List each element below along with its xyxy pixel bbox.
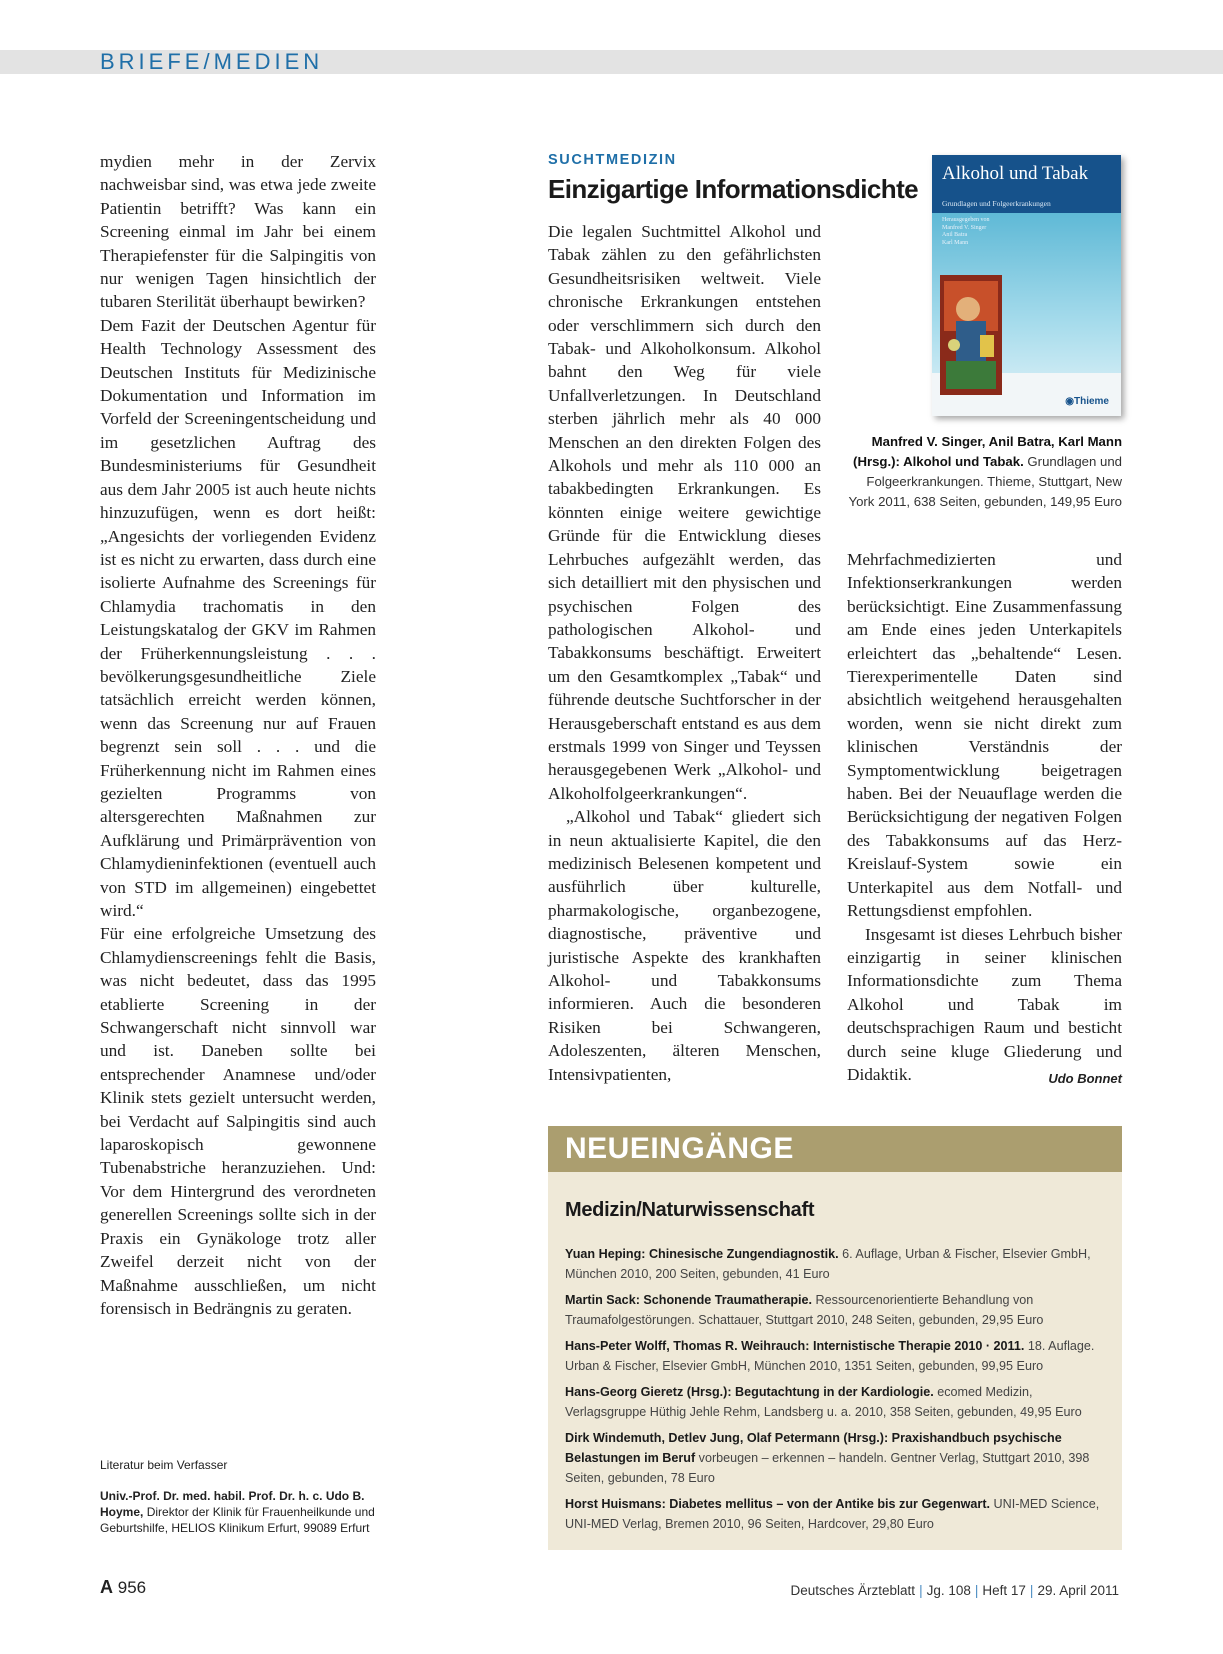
section-label: BRIEFE/MEDIEN: [100, 49, 324, 74]
list-item: Horst Huismans: Diabetes mellitus – von der Antike bis zur Gegenwart. UNI-MED Science, UNI-MED Verlag, Bremen 2010, 96 Seiten, Hardcover, 29,80 Euro: [565, 1497, 1100, 1531]
letter-paragraph: Dem Fazit der Deutschen Agentur für Health Technology Assessment des Deutschen Instituts für Medizinische Dokumentation und Information im Vorfeld der Screeningentscheidung und im gesetzlichen Auftrag des Bundesministeriums für Gesundheit aus dem Jahr 2005 ist auch heute nichts hinzuzufügen, wenn es dort heißt: „Angesichts der vorliegenden Evidenz ist es nicht zu erwarten, dass durch eine isolierte Aufnahme des Screenings für Chlamydia trachomatis in den Leistungskatalog der GKV im Rahmen der Früherkennungsleistung . . . bevölkerungsgesundheitliche Ziele tatsächlich erreicht werden können, wenn das Screenung nur auf Frauen begrenzt sein soll . . . und die Früherkennung nicht im Rahmen eines gezielten Programms von altersgerechten Maßnahmen zur Aufklärung und Primärprävention von Chlamydieninfektionen (eventuell auch von STD im allgemeinen) eingebettet wird.“: [100, 315, 376, 920]
new-arrivals-box: [548, 1126, 1122, 1550]
book-caption: [840, 432, 1122, 512]
journal-name: Deutsches Ärzteblatt: [790, 1583, 916, 1598]
review-paragraph: Insgesamt ist dieses Lehrbuch bisher einzigartig in seiner klinischen Informationsdichte zum Thema Alkohol und Tabak im deutschsprachigen Raum und besticht durch seine kluge Gliederung und Didaktik. Udo Bonnet: [847, 923, 1122, 1087]
author-affiliation: Direktor der Klinik für Frauenheilkunde und Geburtshilfe, HELIOS Klinikum Erfurt, 99089 Erfurt: [100, 1505, 375, 1535]
list-item: Martin Sack: Schonende Traumatherapie. Ressourcenorientierte Behandlung von Traumafolgestörungen. Schattauer, Stuttgart 2010, 248 Seiten, gebunden, 29,95 Euro: [565, 1293, 1044, 1327]
letter-paragraph: mydien mehr in der Zervix nachweisbar sind, was etwa jede zweite Patientin betrifft? Was kann ein Screening einmal im Jahr bei einem Therapiefenster für die Salpingitis von nur wenigen Tagen hinsichtlich der tubaren Sterilität überhaupt bewirken?: [100, 152, 376, 312]
list-item: Dirk Windemuth, Detlev Jung, Olaf Petermann (Hrsg.): Praxishandbuch psychische Belastungen im Beruf vorbeugen – erkennen – handeln. Gentner Verlag, Stuttgart 2010, 398 Seiten, gebunden, 78 Euro: [565, 1431, 1090, 1485]
book-cover-editors: Herausgegeben von Manfred V. Singer Anil Batra Karl Mann: [942, 217, 990, 246]
review-column-2: [847, 548, 1122, 1090]
author-info: [100, 1488, 376, 1536]
page-number: A 956: [100, 1577, 147, 1597]
letter-paragraph: Für eine erfolgreiche Umsetzung des Chlamydienscreenings fehlt die Basis, was nicht bedeutet, dass das 1995 etablierte Screening in der Schwangerschaft nicht sinnvoll war und ist. Daneben sollte bei entsprechender Anamnese und/oder Klinik stets gezielt untersucht werden, bei Verdacht auf Salpingitis sind auch laparoskopisch gewonnene Tubenabstriche heranzuziehen. Und: Vor dem Hintergrund des verordneten generellen Screenings sollte sich in der Praxis ein Gynäkologe trotz aller Zweifel derzeit nicht von der Maßnahme ausschließen, um nicht forensisch in Bedrängnis zu geraten.: [100, 924, 376, 1318]
book-publisher-logo: ◉Thieme: [1065, 396, 1109, 407]
new-arrivals-list: [565, 1244, 1102, 1534]
journal-date: 29. April 2011: [1037, 1583, 1119, 1598]
book-caption-details: Grundlagen und Folgeerkrankungen. Thieme, Stuttgart, New York 2011, 638 Seiten, gebunden, 149,95 Euro: [848, 454, 1122, 509]
review-paragraph: Mehrfachmedizierten und Infektionserkrankungen werden berücksichtigt. Eine Zusammenfassung am Ende eines jeden Unterkapitels erleichtert das „behaltende“ Lesen. Tierexperimentelle Daten sind absichtlich weitgehend herausgehalten worden, wenn sie nicht direkt zum klinischen Verständnis der Symptomentwicklung beigetragen haben. Bei der Neuauflage werden die Berücksichtigung der negativen Folgen des Tabakkonsums auf das Herz-Kreislauf-System sowie ein Unterkapitel aus dem Notfall- und Rettungsdienst empfohlen.: [847, 550, 1122, 921]
journal-volume: Jg. 108: [926, 1583, 971, 1598]
new-arrivals-title: NEUEINGÄNGE: [565, 1132, 794, 1165]
journal-info: Deutsches Ärzteblatt | Jg. 108 | Heft 17 | 29. April 2011: [790, 1583, 1119, 1598]
journal-issue: Heft 17: [982, 1583, 1026, 1598]
new-arrivals-subtitle: Medizin/Naturwissenschaft: [565, 1199, 815, 1221]
review-paragraph: Die legalen Suchtmittel Alkohol und Tabak zählen zu den gefährlichsten Gesundheitsrisiken weltweit. Viele chronische Erkrankungen entstehen oder verschlimmern sich durch den Tabak- und Alkoholkonsum. Alkohol bahnt den Weg für viele Unfallverletzungen. In Deutschland sterben jährlich mehr als 40 000 Menschen an den direkten Folgen des Alkohols und mehr als 110 000 an tabakbedingten Erkrankungen. Es könnten einige weitere gewichtige Gründe für die Entwicklung dieses Lehrbuches aufgezählt werden, das sich detailliert mit den physischen und psychischen Folgen des pathologischen Alkohol- und Tabakkonsums beschäftigt. Erweitert um den Gesamtkomplex „Tabak“ und führende deutsche Suchtforscher in der Herausgeberschaft entstand es aus dem erstmals 1999 von Singer und Teyssen herausgegebenen Werk „Alkohol- und Alkoholfolgeerkrankungen“.: [548, 222, 821, 803]
book-cover: [932, 155, 1121, 416]
thieme-logo-icon: ◉: [1065, 396, 1074, 407]
author-name: Univ.-Prof. Dr. med. habil. Prof. Dr. h. c. Udo B. Hoyme,: [100, 1489, 365, 1519]
book-caption-title: Manfred V. Singer, Anil Batra, Karl Mann (Hrsg.): Alkohol und Tabak.: [853, 434, 1122, 469]
review-kicker: SUCHTMEDIZIN: [548, 152, 677, 168]
book-cover-subtitle: Grundlagen und Folgeerkrankungen: [942, 199, 1051, 208]
list-item: Hans-Peter Wolff, Thomas R. Weihrauch: Internistische Therapie 2010 · 2011. 18. Auflage. Urban & Fischer, Elsevier GmbH, München 2010, 1351 Seiten, gebunden, 99,95 Euro: [565, 1339, 1095, 1373]
literature-note: Literatur beim Verfasser: [100, 1458, 228, 1472]
review-signature: Udo Bonnet: [1048, 1070, 1122, 1086]
review-headline: Einzigartige Informationsdichte: [548, 174, 918, 204]
list-item: Yuan Heping: Chinesische Zungendiagnostik. 6. Auflage, Urban & Fischer, Elsevier GmbH, München 2010, 200 Seiten, gebunden, 41 Euro: [565, 1247, 1091, 1281]
letter-column: [100, 150, 376, 1320]
book-cover-painting: [940, 275, 1002, 395]
list-item: Hans-Georg Gieretz (Hrsg.): Begutachtung in der Kardiologie. ecomed Medizin, Verlagsgruppe Hüthig Jehle Rehm, Landsberg u. a. 2010, 358 Seiten, gebunden, 49,95 Euro: [565, 1385, 1082, 1419]
new-arrivals-header: [548, 1126, 1122, 1172]
review-paragraph: „Alkohol und Tabak“ gliedert sich in neun aktualisierte Kapitel, die den medizinisch Belesenen kompetent und ausführlich über kulturelle, pharmakologische, organbezogene, diagnostische, präventive und juristische Aspekte des krankhaften Alkohol- und Tabakkonsums informieren. Auch die besonderen Risiken bei Schwangeren, Adoleszenten, älteren Menschen, Intensivpatienten,: [548, 807, 821, 1084]
page-prefix: A: [100, 1577, 113, 1597]
review-column-1: [548, 220, 821, 1086]
book-cover-title: Alkohol und Tabak: [942, 163, 1089, 184]
